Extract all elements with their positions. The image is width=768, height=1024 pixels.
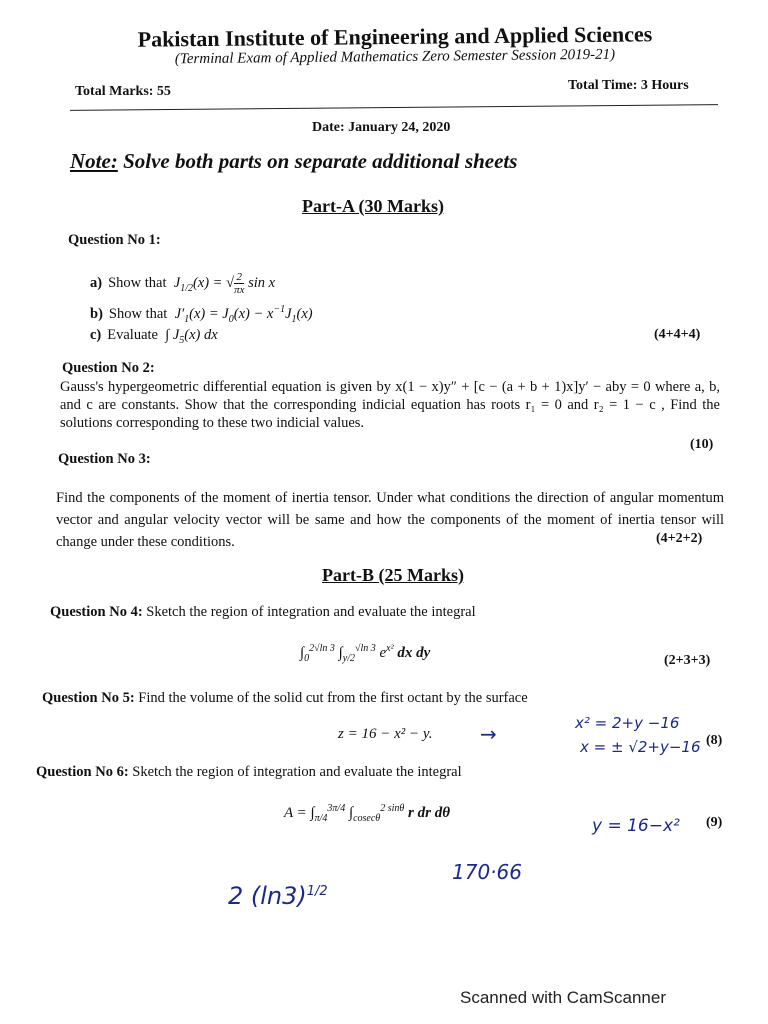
q3-marks: (4+2+2) — [656, 531, 703, 546]
handwritten-line-2: x = ± √2+y−16 — [580, 738, 701, 756]
q1-item-b: b) Show that $J'_1(x) = J_0(x) - x^{-1}J_1(x)$ — [90, 304, 313, 325]
q4-heading: Question No 4: — [50, 604, 143, 620]
q4-text: Sketch the region of integration and evaluate the integral — [142, 604, 476, 620]
q5-marks: (8) — [706, 733, 723, 748]
q1b-equation: $J'_1(x) = J_0(x) - x^{-1}J_1(x)$ — [170, 304, 313, 325]
q4-line — [50, 604, 476, 621]
q2-body: Gauss's hypergeometric differential equation is given by x(1 − x)y″ + [c − (a + b + 1)x]y′ − aby = 0 where a, b, and c are constants. Show that the corresponding indicial equation has roots r₁ = 0 and r₂ = 1 − c , Find the solutions corresponding to these two indicial values. — [60, 379, 720, 431]
q6-integral: $A = \int_{\pi/4}^{3\pi/4}$ $\int_{coseс\theta}^{2 sin\theta}$ r dr dθ — [284, 803, 451, 824]
q4-marks: (2+3+3) — [664, 653, 711, 668]
note-label: Note: — [70, 149, 118, 173]
q1-marks: (4+4+4) — [654, 327, 701, 342]
handwritten-line-3: y = 16−x² — [592, 816, 680, 836]
total-time: Total Time: 3 Hours — [568, 78, 689, 93]
part-a-title: Part-A (30 Marks) — [302, 196, 444, 216]
handwritten-line-1: x² = 2+y −16 — [575, 714, 680, 732]
q3-body: Find the components of the moment of inertia tensor. Under what conditions the direction of angular momentum vector and angular velocity vector will be same and how the components of the moment of inertia tensor will change under these conditions. — [56, 490, 724, 550]
handwritten-answer-1: 2 $(\ln 3)^{1/2}$ — [228, 882, 328, 910]
q3-heading: Question No 3: — [58, 451, 151, 467]
q1-item-a: a) Show that $J_{1/2}(x)$ = √ $\frac{2}{\pi x}$ sin x — [90, 271, 276, 296]
q5-equation: z = 16 − x² − y. — [338, 726, 433, 742]
q6-heading: Question No 6: — [36, 764, 129, 780]
q4-integral: $\int_0^{2√ln 3}$ $\int_{y/2}^{√ln 3}$ $e^{x^2}$ dx dy — [300, 643, 431, 664]
q6-marks: (9) — [706, 815, 723, 830]
note — [70, 149, 517, 174]
exam-subtitle: (Terminal Exam of Applied Mathematics Zero Semester Session 2019-21) — [174, 46, 616, 68]
handwritten-arrow: → — [480, 722, 497, 746]
scanner-watermark: Scanned with CamScanner — [460, 988, 667, 1007]
total-marks: Total Marks: 55 — [75, 84, 171, 99]
header-divider — [70, 104, 718, 111]
part-b-title: Part-B (25 Marks) — [322, 565, 464, 585]
q1-item-c: c) Evaluate ∫ $J_5(x)$ dx — [90, 327, 218, 346]
q5-line — [42, 690, 528, 707]
q2-marks: (10) — [690, 437, 714, 452]
q1-heading: Question No 1: — [68, 232, 161, 248]
exam-date: Date: January 24, 2020 — [312, 120, 451, 135]
q5-heading: Question No 5: — [42, 690, 135, 706]
q5-text: Find the volume of the solid cut from the first octant by the surface — [134, 690, 528, 706]
q6-text: Sketch the region of integration and evaluate the integral — [128, 764, 462, 780]
q1a-equation: $J_{1/2}(x)$ = √ $\frac{2}{\pi x}$ sin x — [170, 271, 276, 296]
note-text: Solve both parts on separate additional sheets — [117, 149, 518, 173]
q2-heading: Question No 2: — [62, 360, 155, 376]
q6-line — [36, 764, 462, 781]
handwritten-answer-2: 170·66 — [452, 860, 522, 884]
institute-title: Pakistan Institute of Engineering and Applied Sciences — [137, 21, 653, 52]
q1c-equation: ∫ $J_5(x)$ dx — [161, 327, 218, 346]
